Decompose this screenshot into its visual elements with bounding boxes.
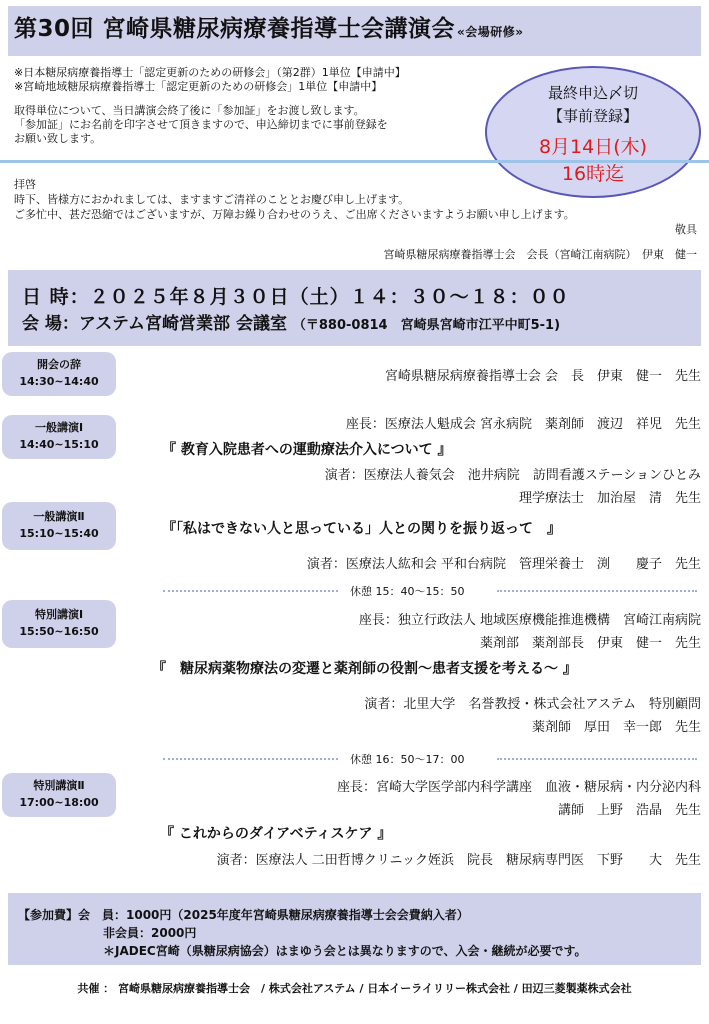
notice-line-1: 取得単位について、当日講演会終了後に「参加証」をお渡し致します。 (14, 104, 365, 117)
special2-chair: 座長：宮崎大学医学部内科学講座 血液・糖尿病・内分泌内科 (336, 780, 701, 795)
special2-chair-role: 講師 上野 浩晶 先生 (557, 803, 701, 818)
greeting-closing: 敬具 (675, 223, 697, 236)
break2-label: 休憩 16：50〜17：00 (350, 753, 465, 766)
deadline-registration: 【事前登録】 (547, 107, 638, 125)
special1-chair-role: 薬剤部 薬剤部長 伊東 健一 先生 (479, 636, 701, 651)
lecture1-title: 『 教育入院患者への運動療法介入について 』 (162, 442, 452, 458)
break2-dots-right (497, 758, 697, 760)
title-text: 第30回 宮崎県糖尿病療養指導士会講演会 (14, 16, 456, 42)
fee-member: 【参加費】会 員：1000円（2025年度年宮崎県糖尿病療養指導士会会費納入者） (18, 908, 469, 922)
special2-title: 『 これからのダイアベティスケア 』 (160, 826, 392, 842)
special1-speaker-role: 薬剤師 厚田 幸一郎 先生 (531, 720, 701, 735)
session-lecture1-badge (2, 415, 116, 459)
deadline-time: 16時迄 (561, 163, 625, 185)
opening-speaker: 宮崎県糖尿病療養指導士会 会 長 伊東 健一 先生 (384, 369, 701, 384)
session-opening-badge (2, 352, 116, 396)
break1-dots-right (497, 590, 697, 592)
session-label: 一般講演Ⅱ (33, 510, 85, 523)
lecture2-title: 『「私はできない人と思っている」人との関りを振り返って 』 (162, 521, 561, 537)
credit-line-2: ※宮崎地域糖尿病療養指導士「認定更新のための研修会」1単位【申請中】 (14, 80, 383, 93)
session-special1-badge (2, 600, 116, 648)
session-lecture2-badge (2, 502, 116, 550)
greeting-signature: 宮崎県糖尿病療養指導士会 会長（宮崎江南病院） 伊東 健一 (383, 248, 697, 261)
deadline-badge (485, 66, 701, 198)
notice-line-3: お願い致します。 (14, 132, 102, 145)
fee-nonmember: 非会員：2000円 (103, 926, 197, 940)
credit-line-1: ※日本糖尿病療養指導士「認定更新のための研修会」（第2群）1単位【申請中】 (14, 66, 406, 79)
session-time: 15:50~16:50 (19, 625, 99, 638)
deadline-label: 最終申込〆切 (547, 84, 638, 102)
fee-note: ＊JADEC宮崎（県糖尿病協会）はまゆう会とは異なりますので、入会・継続が必要です。 (103, 944, 587, 958)
special1-chair: 座長：独立行政法人 地域医療機能推進機構 宮崎江南病院 (358, 613, 701, 628)
lecture1-speaker: 演者：医療法人養気会 池井病院 訪問看護ステーションひとみ (324, 468, 701, 483)
special1-title: 『 糖尿病薬物療法の変遷と薬剤師の役割〜患者支援を考える〜 』 (152, 661, 577, 677)
break2-dots-left (163, 758, 338, 760)
break1-label: 休憩 15：40〜15：50 (350, 585, 465, 598)
session-label: 開会の辞 (37, 358, 81, 371)
title-subtitle: «会場研修» (457, 25, 524, 39)
event-venue-line (22, 309, 560, 334)
session-label: 特別講演Ⅱ (33, 779, 85, 792)
special2-speaker: 演者：医療法人 二田哲博クリニック姪浜 院長 糖尿病専門医 下野 大 先生 (216, 853, 701, 868)
greeting-opening: 拝啓 (14, 178, 36, 191)
session-label: 特別講演Ⅰ (34, 608, 84, 621)
session-time: 14:40~15:10 (19, 438, 99, 451)
lecture1-chair: 座長：医療法人魁成会 宮永病院 薬剤師 渡辺 祥児 先生 (345, 417, 701, 432)
page-title (14, 10, 524, 43)
event-address: （〒880-0814 宮崎県宮崎市江平中町5-1) (292, 318, 561, 333)
greeting-line-2: ご多忙中、甚だ恐縮ではございますが、万障お繰り合わせのうえ、ご出席くださいますようお願い申し上げます。 (14, 208, 575, 221)
lecture1-speaker-role: 理学療法士 加治屋 清 先生 (518, 491, 701, 506)
event-venue: 会 場：アステム宮崎営業部 会議室 (22, 314, 287, 334)
lecture2-speaker: 演者：医療法人紘和会 平和台病院 管理栄養士 渕 慶子 先生 (306, 557, 701, 572)
cosponsors-footer: 共催 ： 宮崎県糖尿病療養指導士会 / 株式会社アステム / 日本イーライリリー株式会社 / 田辺三菱製薬株式会社 (77, 982, 632, 995)
session-time: 15:10~15:40 (19, 527, 99, 540)
greeting-line-1: 時下、皆様方におかれましては、ますますご清祥のこととお慶び申し上げます。 (14, 193, 410, 206)
session-time: 17:00~18:00 (19, 796, 99, 809)
break1-dots-left (163, 590, 338, 592)
event-datetime: 日 時：２０２５年８月３０日（土）１４：３０〜１８：００ (22, 286, 570, 308)
divider-line (0, 160, 709, 163)
session-label: 一般講演Ⅰ (34, 421, 84, 434)
session-special2-badge (2, 773, 116, 817)
special1-speaker: 演者：北里大学 名誉教授・株式会社アステム 特別顧問 (364, 697, 701, 712)
notice-line-2: 「参加証」にお名前を印字させて頂きますので、申込締切までに事前登録を (14, 118, 388, 131)
session-time: 14:30~14:40 (19, 375, 99, 388)
deadline-date: 8月14日(木) (538, 136, 648, 158)
